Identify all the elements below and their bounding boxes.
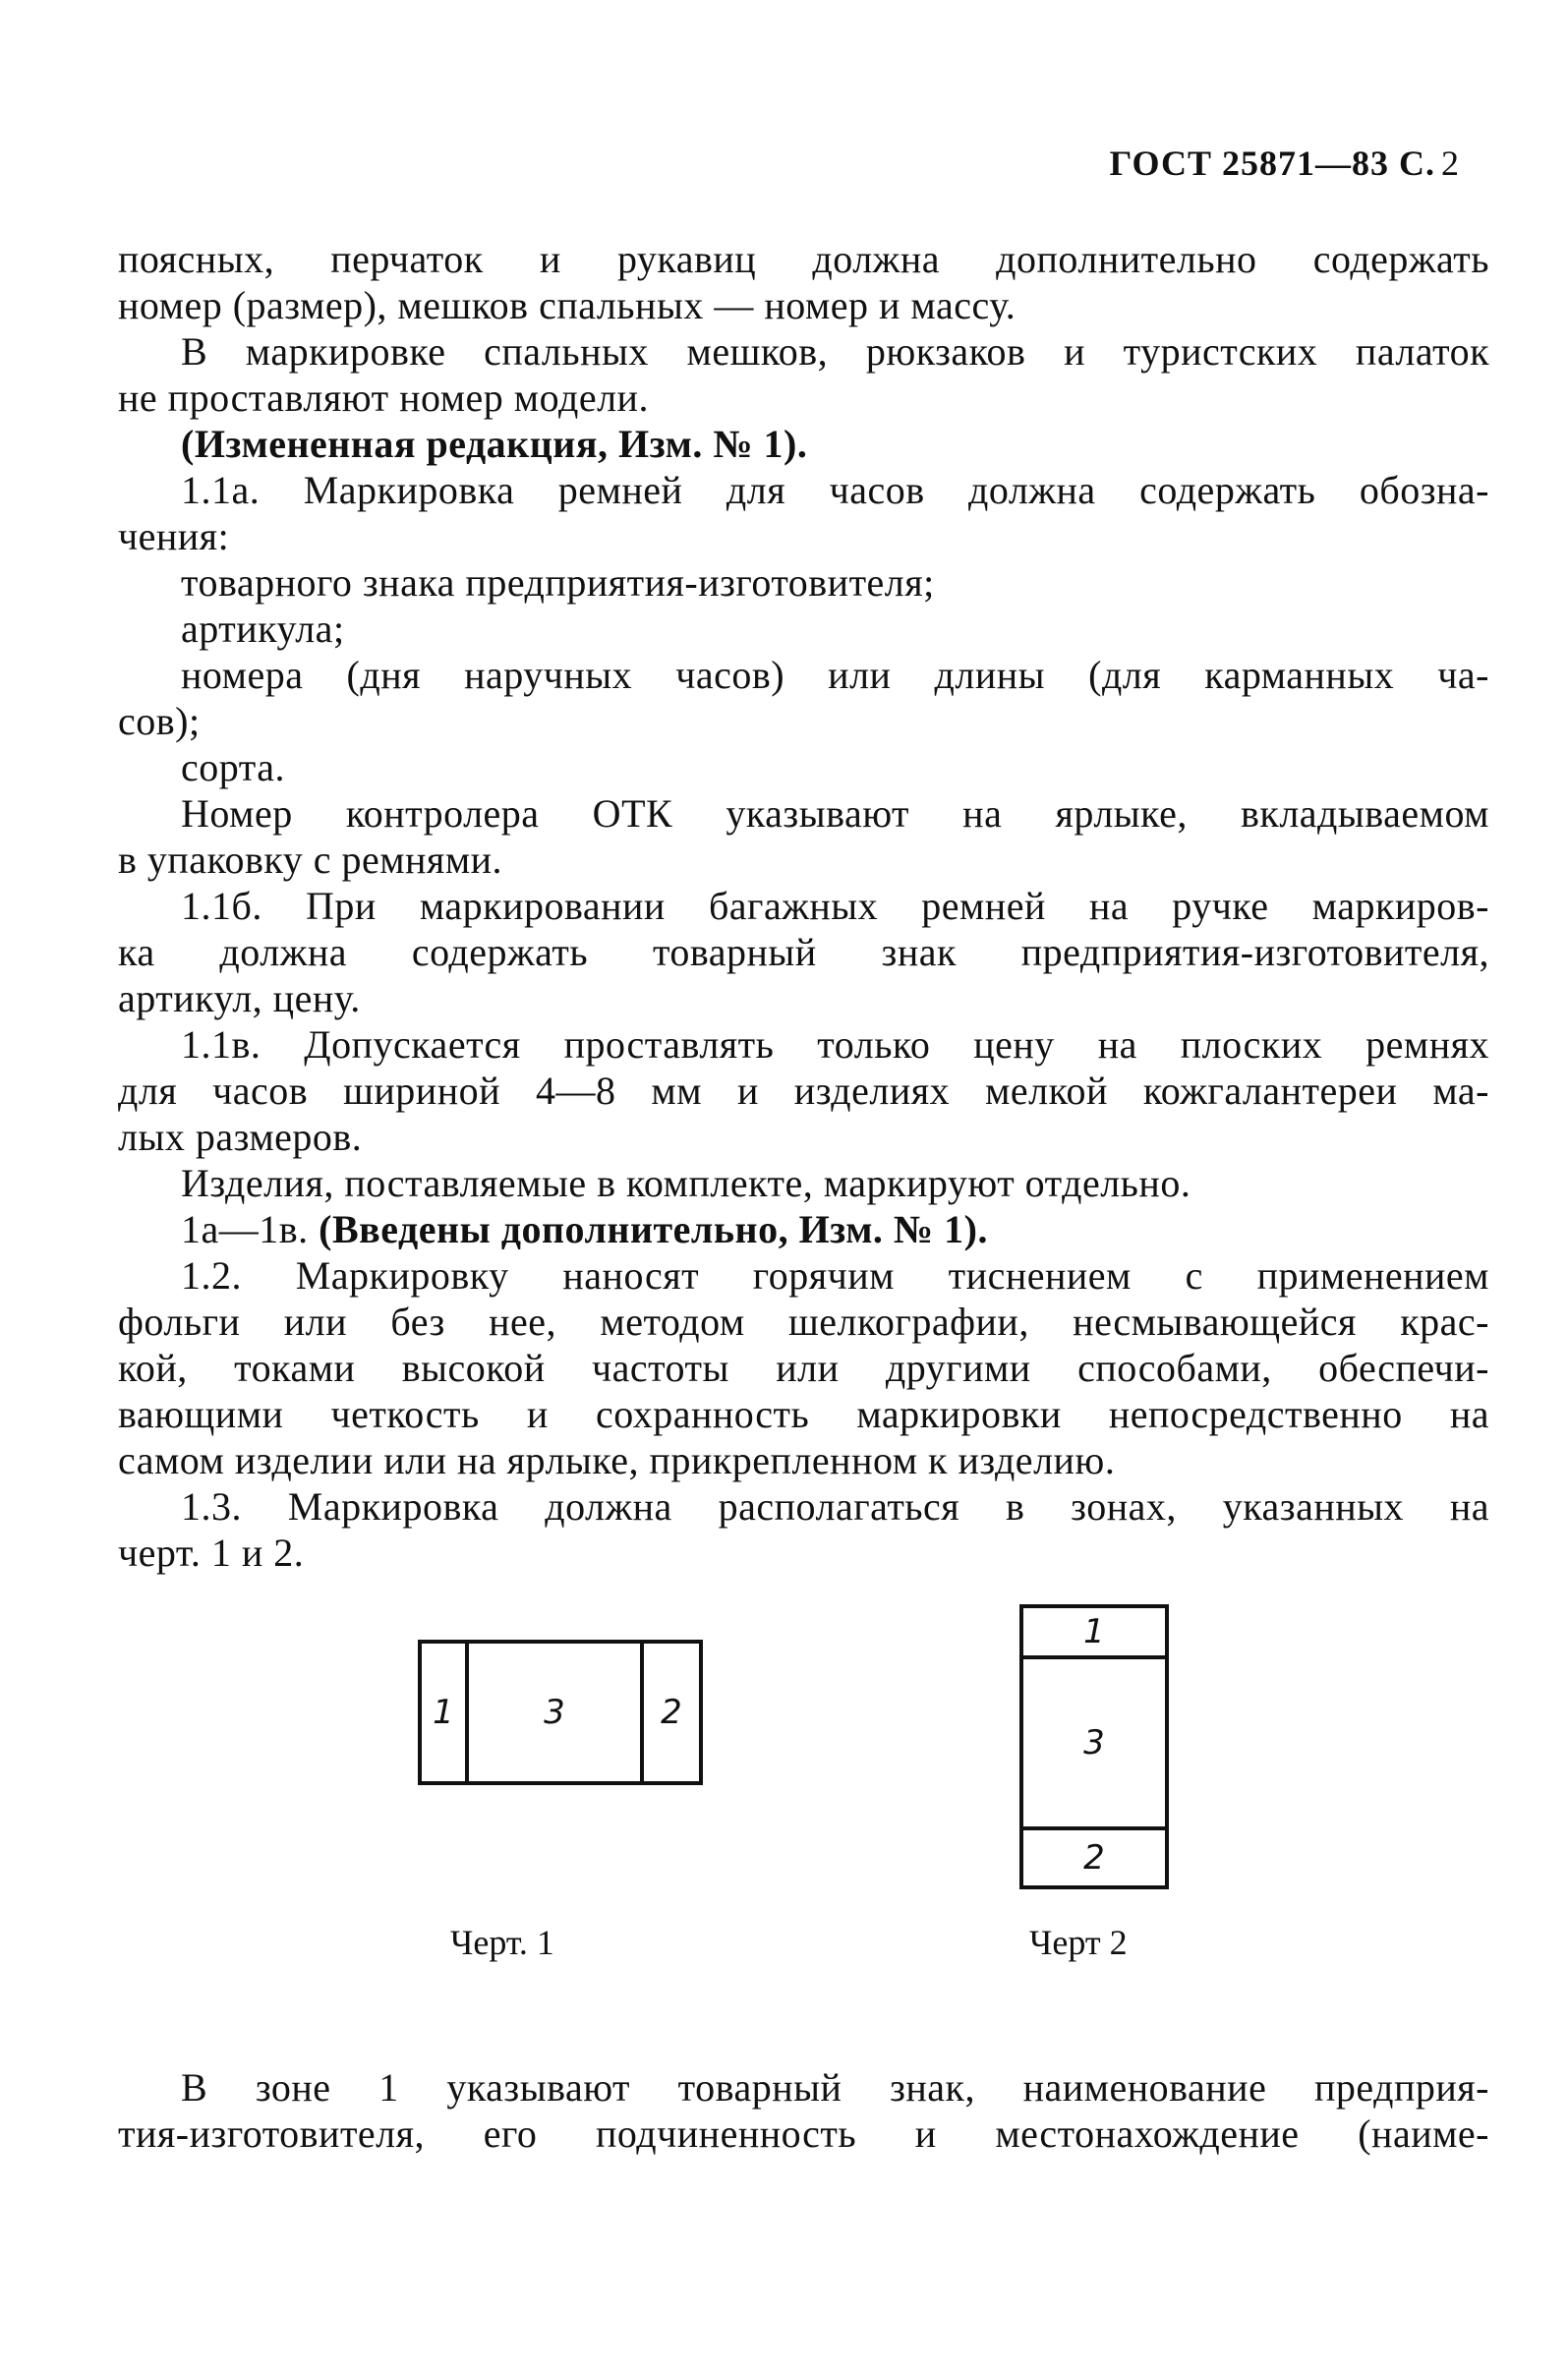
standard-designation: ГОСТ 25871—83 С. [1109, 144, 1435, 183]
text-line: сорта. [181, 745, 285, 789]
text-fragment: 1а—1в. [181, 1207, 319, 1251]
text-line: сов); [118, 699, 201, 743]
text-line: не проставляют номер модели. [118, 376, 649, 420]
text-line: кой, токами высокой частоты или другими способами, обеспечи- [118, 1346, 1489, 1390]
figure-2 [1019, 1604, 1169, 1889]
text-line: В маркировке спальных мешков, рюкзаков и туристских палаток [181, 329, 1489, 374]
text-line: 1.3. Маркировка должна располагаться в зонах, указанных на [181, 1484, 1489, 1529]
text-line: номер (размер), мешков спальных — номер и массу. [118, 283, 1016, 327]
figure-1-zone-3: 3 [544, 1693, 565, 1732]
text-line: черт. 1 и 2. [118, 1531, 305, 1575]
text-line: товарного знака предприятия-изготовителя; [181, 560, 935, 605]
text-line: Номер контролера ОТК указывают на ярлыке, вкладываемом [181, 791, 1489, 836]
figure-2-zone-2: 2 [1023, 1826, 1165, 1885]
text-line: 1.1а. Маркировка ремней для часов должна содержать обозна- [181, 468, 1489, 512]
text-line: фольги или без нее, методом шелкографии, несмывающейся крас- [118, 1300, 1489, 1344]
text-line: поясных, перчаток и рукавиц должна дополнительно содержать [118, 237, 1489, 281]
figure-1 [418, 1640, 703, 1785]
text-line: артикула; [181, 607, 345, 651]
text-line: для часов шириной 4—8 мм и изделиях мелкой кожгалантереи ма- [118, 1069, 1489, 1113]
text-line [118, 1206, 1489, 1252]
page-number: 2 [1441, 144, 1460, 183]
text-line: 1.2. Маркировку наносят горячим тиснением с применением [181, 1253, 1489, 1298]
text-line: ка должна содержать товарный знак предприятия-изготовителя, [118, 930, 1489, 974]
text-line: номера (дня наручных часов) или длины (для карманных ча- [181, 653, 1489, 697]
text-fragment-bold: (Введены дополнительно, Изм. № 1). [319, 1207, 988, 1251]
text-line: артикул, цену. [118, 976, 361, 1020]
text-line: самом изделии или на ярлыке, прикрепленном к изделию. [118, 1438, 1116, 1482]
text-line: в упаковку с ремнями. [118, 838, 503, 882]
text-line: Изделия, поставляемые в комплекте, маркируют отдельно. [181, 1161, 1191, 1205]
figure-2-caption: Черт 2 [1029, 1923, 1128, 1962]
bottom-text [118, 2064, 1489, 2157]
figures [0, 1592, 1568, 1986]
figure-2-zone-3: 3 [1083, 1723, 1105, 1763]
figure-1-zone-2: 2 [640, 1644, 699, 1781]
page-header [1110, 143, 1460, 184]
text-line: (Измененная редакция, Изм. № 1). [181, 422, 808, 466]
text-line: чения: [118, 514, 230, 558]
figure-1-zone-1: 1 [422, 1644, 469, 1781]
text-line: вающими четкость и сохранность маркировки непосредственно на [118, 1392, 1489, 1436]
text-line: 1.1в. Допускается проставлять только цену на плоских ремнях [181, 1022, 1489, 1067]
text-line: тия-изготовителя, его подчиненность и местонахождение (наиме- [118, 2112, 1489, 2156]
text-line: 1.1б. При маркировании багажных ремней на ручке маркиров- [181, 884, 1489, 928]
main-text [118, 236, 1489, 1576]
figure-1-caption: Черт. 1 [450, 1923, 554, 1962]
figure-2-zone-1: 1 [1023, 1608, 1165, 1659]
text-line: лых размеров. [118, 1115, 363, 1159]
text-line: В зоне 1 указывают товарный знак, наименование предприя- [181, 2065, 1489, 2110]
